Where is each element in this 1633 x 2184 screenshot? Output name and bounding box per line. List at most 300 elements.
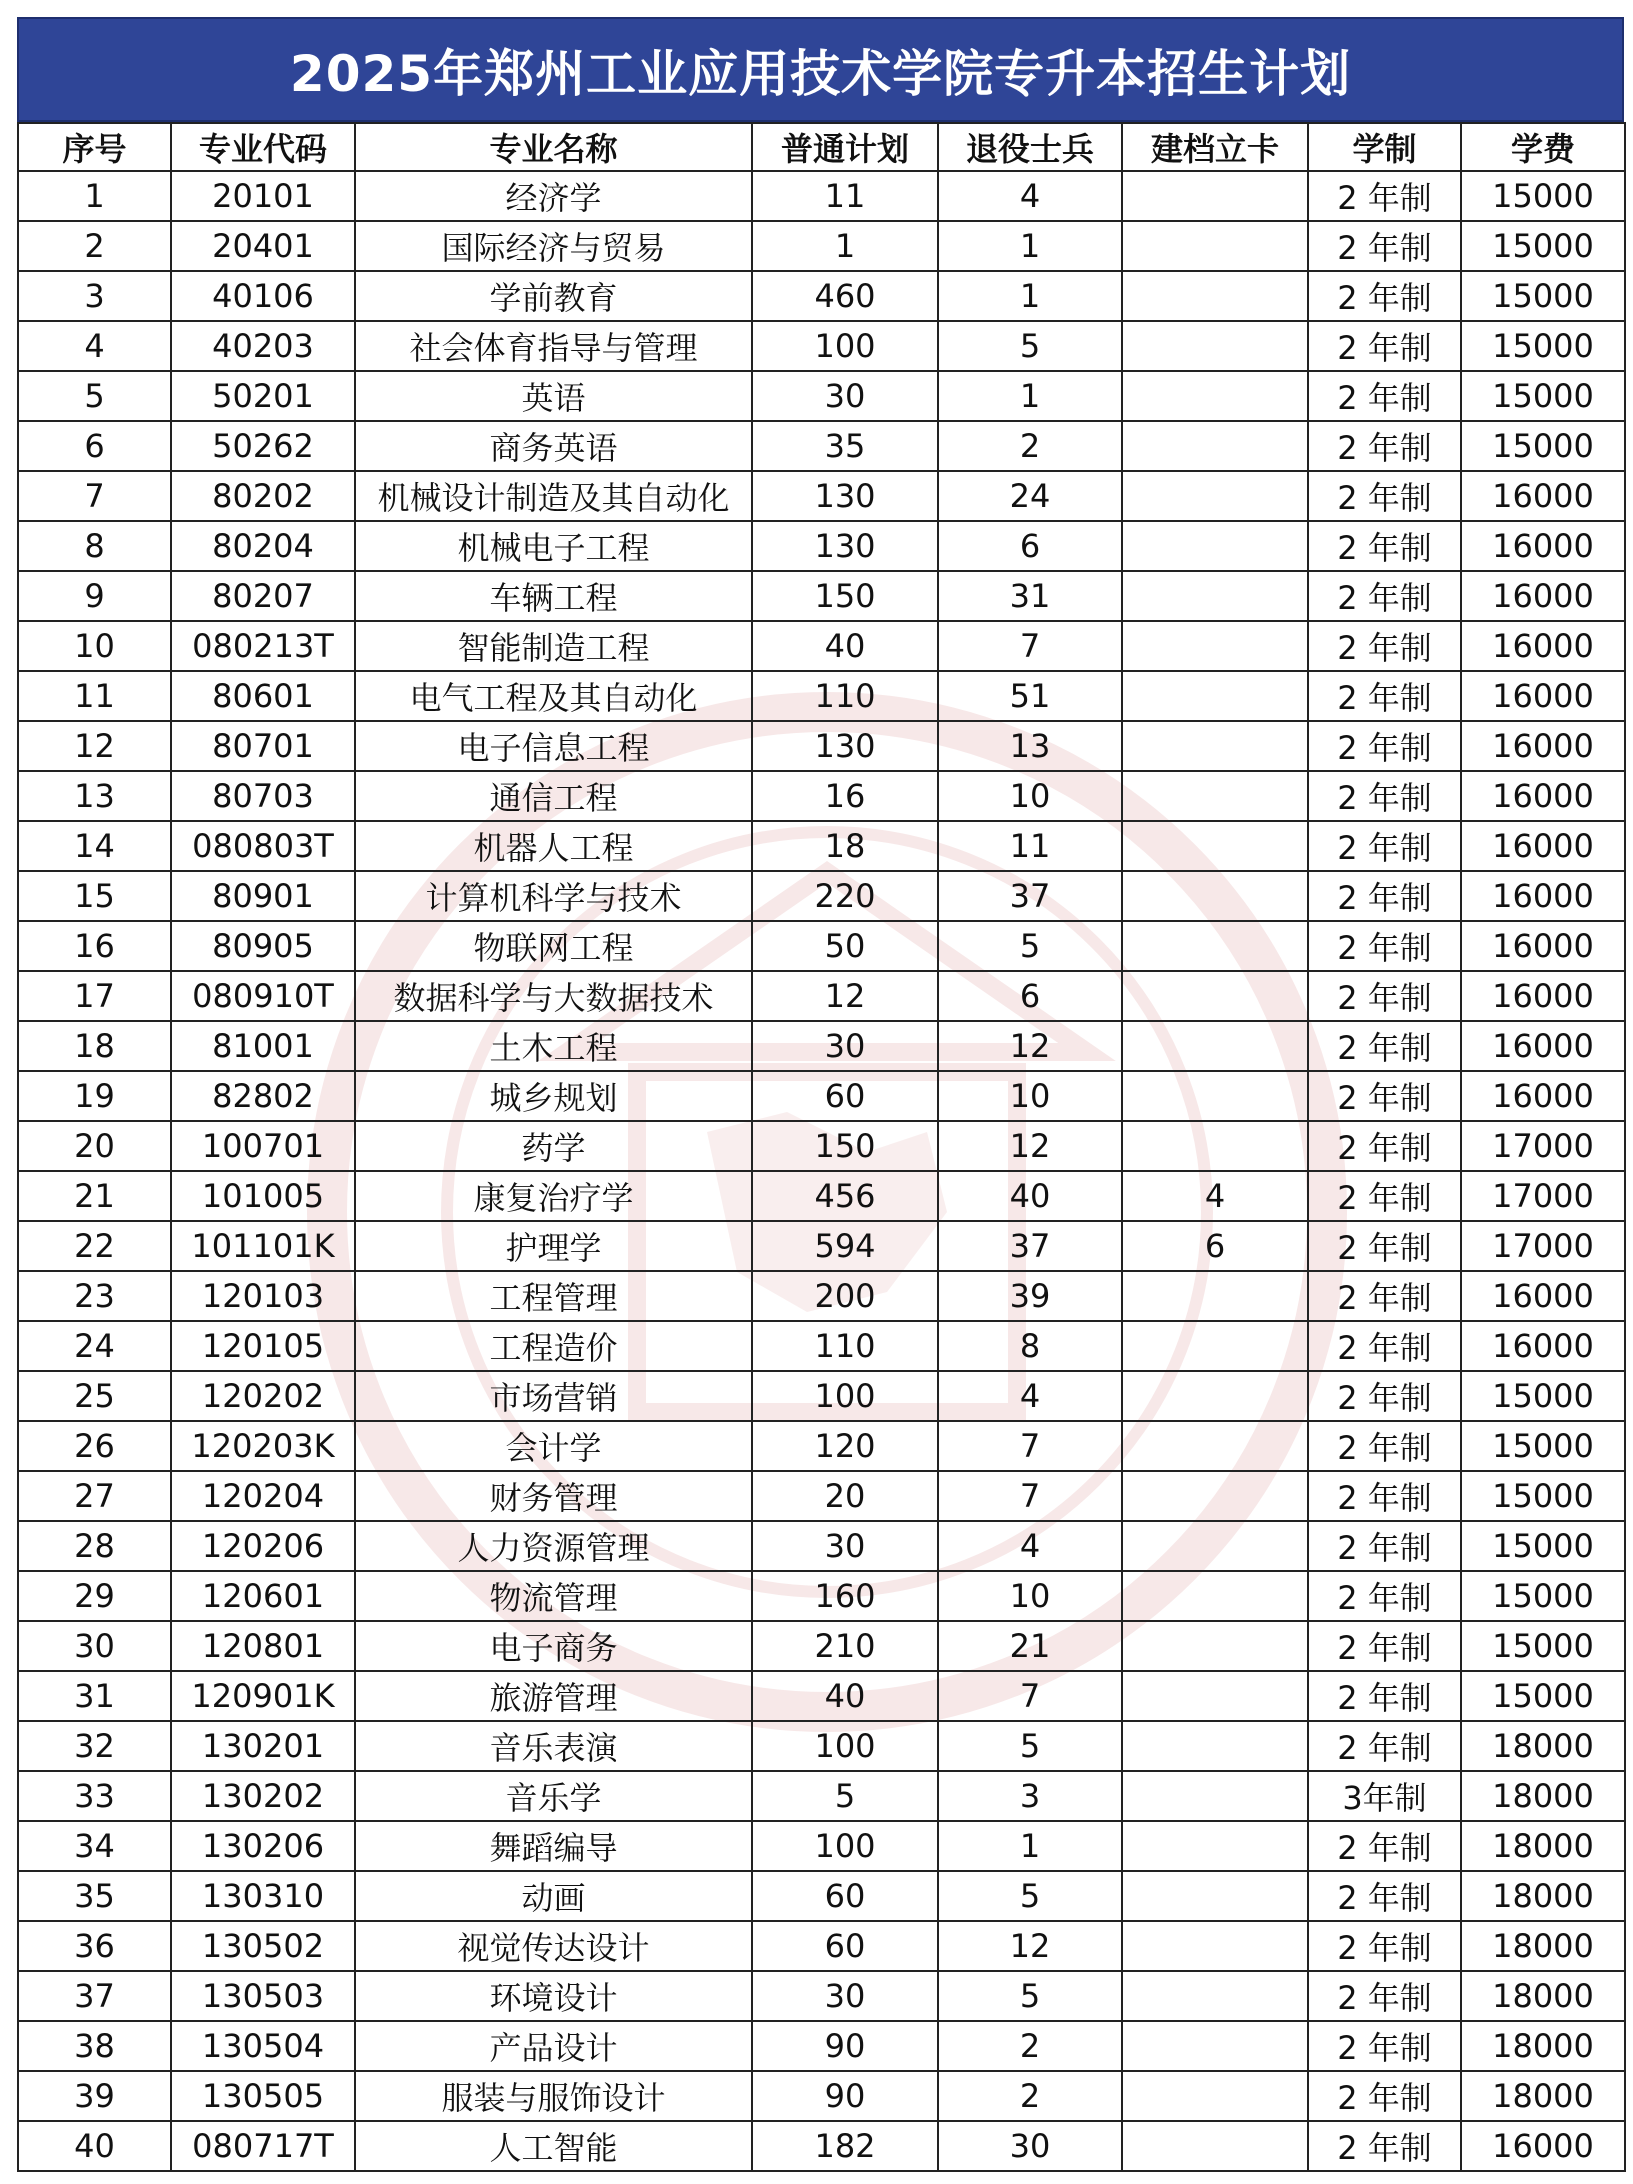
cell-tuition: 16000 [1461,471,1625,521]
cell-duration: 2 年制 [1308,1021,1461,1071]
cell-poverty-registered [1122,921,1308,971]
table-row [18,1671,1625,1721]
cell-veteran: 2 [938,2071,1122,2121]
cell-poverty-registered [1122,1571,1308,1621]
cell-major-name: 电子信息工程 [355,721,752,771]
cell-veteran: 12 [938,1921,1122,1971]
cell-poverty-registered [1122,221,1308,271]
cell-duration: 2 年制 [1308,621,1461,671]
cell-tuition: 16000 [1461,721,1625,771]
cell-major-code: 130504 [171,2021,355,2071]
cell-major-code: 40203 [171,321,355,371]
cell-regular-plan: 30 [752,371,938,421]
cell-tuition: 17000 [1461,1221,1625,1271]
header-poverty-registered: 建档立卡 [1122,123,1308,171]
cell-index: 33 [18,1771,171,1821]
cell-regular-plan: 16 [752,771,938,821]
table-row [18,871,1625,921]
cell-major-name: 物流管理 [355,1571,752,1621]
cell-tuition: 16000 [1461,1021,1625,1071]
cell-index: 18 [18,1021,171,1071]
cell-tuition: 15000 [1461,1621,1625,1671]
cell-poverty-registered [1122,571,1308,621]
cell-regular-plan: 12 [752,971,938,1021]
table-row [18,271,1625,321]
cell-tuition: 16000 [1461,821,1625,871]
header-regular-plan: 普通计划 [752,123,938,171]
table-row [18,621,1625,671]
cell-tuition: 16000 [1461,621,1625,671]
cell-duration: 2 年制 [1308,1121,1461,1171]
table-row [18,171,1625,221]
cell-poverty-registered [1122,1271,1308,1321]
table-row [18,321,1625,371]
cell-duration: 2 年制 [1308,971,1461,1021]
table-row [18,1021,1625,1071]
cell-tuition: 16000 [1461,971,1625,1021]
cell-duration: 2 年制 [1308,371,1461,421]
cell-regular-plan: 182 [752,2121,938,2171]
cell-regular-plan: 460 [752,271,938,321]
cell-index: 15 [18,871,171,921]
cell-tuition: 18000 [1461,1721,1625,1771]
cell-major-code: 20401 [171,221,355,271]
cell-major-code: 120203K [171,1421,355,1471]
table-row [18,721,1625,771]
cell-index: 24 [18,1321,171,1371]
cell-veteran: 5 [938,1971,1122,2021]
cell-index: 27 [18,1471,171,1521]
cell-duration: 2 年制 [1308,321,1461,371]
cell-index: 14 [18,821,171,871]
cell-tuition: 17000 [1461,1121,1625,1171]
table-row [18,421,1625,471]
cell-major-name: 通信工程 [355,771,752,821]
cell-poverty-registered [1122,171,1308,221]
cell-index: 31 [18,1671,171,1721]
cell-veteran: 10 [938,1071,1122,1121]
table-row [18,521,1625,571]
cell-regular-plan: 110 [752,1321,938,1371]
cell-major-code: 120204 [171,1471,355,1521]
cell-poverty-registered [1122,1471,1308,1521]
cell-tuition: 15000 [1461,1371,1625,1421]
table-row [18,671,1625,721]
cell-regular-plan: 90 [752,2021,938,2071]
cell-major-code: 80703 [171,771,355,821]
cell-duration: 2 年制 [1308,1721,1461,1771]
cell-major-name: 国际经济与贸易 [355,221,752,271]
table-row [18,1521,1625,1571]
cell-tuition: 16000 [1461,871,1625,921]
cell-duration: 2 年制 [1308,1571,1461,1621]
cell-veteran: 37 [938,871,1122,921]
cell-tuition: 18000 [1461,1821,1625,1871]
cell-tuition: 15000 [1461,1571,1625,1621]
cell-poverty-registered [1122,721,1308,771]
cell-major-name: 机械设计制造及其自动化 [355,471,752,521]
cell-veteran: 4 [938,171,1122,221]
cell-major-name: 电气工程及其自动化 [355,671,752,721]
cell-poverty-registered [1122,321,1308,371]
cell-tuition: 16000 [1461,771,1625,821]
cell-regular-plan: 456 [752,1171,938,1221]
cell-regular-plan: 35 [752,421,938,471]
cell-major-code: 120801 [171,1621,355,1671]
cell-regular-plan: 18 [752,821,938,871]
page-title: 2025年郑州工业应用技术学院专升本招生计划 [289,44,1352,103]
cell-duration: 2 年制 [1308,871,1461,921]
cell-index: 26 [18,1421,171,1471]
cell-poverty-registered [1122,1721,1308,1771]
cell-major-name: 音乐表演 [355,1721,752,1771]
cell-veteran: 4 [938,1521,1122,1571]
cell-tuition: 17000 [1461,1171,1625,1221]
enrollment-table [17,122,1626,2172]
table-row [18,1171,1625,1221]
cell-tuition: 16000 [1461,1271,1625,1321]
cell-major-name: 财务管理 [355,1471,752,1521]
cell-poverty-registered [1122,1871,1308,1921]
cell-duration: 2 年制 [1308,1221,1461,1271]
cell-major-name: 人力资源管理 [355,1521,752,1571]
cell-regular-plan: 1 [752,221,938,271]
cell-index: 4 [18,321,171,371]
cell-major-name: 会计学 [355,1421,752,1471]
header-major-name: 专业名称 [355,123,752,171]
cell-tuition: 16000 [1461,671,1625,721]
cell-duration: 2 年制 [1308,1871,1461,1921]
cell-major-code: 50262 [171,421,355,471]
cell-duration: 2 年制 [1308,1321,1461,1371]
cell-veteran: 6 [938,521,1122,571]
cell-major-code: 82802 [171,1071,355,1121]
cell-veteran: 24 [938,471,1122,521]
cell-poverty-registered [1122,371,1308,421]
cell-regular-plan: 120 [752,1421,938,1471]
cell-index: 11 [18,671,171,721]
table-row [18,1271,1625,1321]
cell-duration: 2 年制 [1308,1671,1461,1721]
cell-major-code: 80905 [171,921,355,971]
cell-regular-plan: 60 [752,1871,938,1921]
cell-veteran: 12 [938,1121,1122,1171]
title-banner [17,17,1624,122]
cell-major-name: 英语 [355,371,752,421]
cell-tuition: 15000 [1461,321,1625,371]
cell-veteran: 7 [938,1471,1122,1521]
cell-veteran: 6 [938,971,1122,1021]
cell-tuition: 18000 [1461,2021,1625,2071]
cell-duration: 2 年制 [1308,721,1461,771]
table-row [18,2121,1625,2171]
cell-poverty-registered [1122,771,1308,821]
table-row [18,1421,1625,1471]
cell-index: 21 [18,1171,171,1221]
cell-major-name: 车辆工程 [355,571,752,621]
cell-veteran: 3 [938,1771,1122,1821]
cell-duration: 2 年制 [1308,1471,1461,1521]
cell-major-name: 视觉传达设计 [355,1921,752,1971]
cell-major-code: 130505 [171,2071,355,2121]
cell-duration: 2 年制 [1308,471,1461,521]
table-row [18,2021,1625,2071]
cell-veteran: 30 [938,2121,1122,2171]
cell-regular-plan: 100 [752,1821,938,1871]
cell-duration: 2 年制 [1308,1171,1461,1221]
cell-tuition: 15000 [1461,271,1625,321]
cell-regular-plan: 200 [752,1271,938,1321]
cell-poverty-registered [1122,1671,1308,1721]
cell-major-code: 81001 [171,1021,355,1071]
cell-poverty-registered [1122,1771,1308,1821]
cell-index: 32 [18,1721,171,1771]
cell-duration: 2 年制 [1308,771,1461,821]
cell-duration: 2 年制 [1308,821,1461,871]
cell-major-name: 音乐学 [355,1771,752,1821]
cell-index: 39 [18,2071,171,2121]
cell-duration: 2 年制 [1308,1371,1461,1421]
cell-regular-plan: 30 [752,1971,938,2021]
header-tuition: 学费 [1461,123,1625,171]
cell-tuition: 15000 [1461,1521,1625,1571]
cell-index: 3 [18,271,171,321]
cell-major-name: 康复治疗学 [355,1171,752,1221]
header-row [18,123,1625,171]
table-row [18,1371,1625,1421]
cell-index: 2 [18,221,171,271]
cell-tuition: 16000 [1461,571,1625,621]
cell-major-code: 101101K [171,1221,355,1271]
cell-poverty-registered [1122,2021,1308,2071]
table-row [18,1921,1625,1971]
cell-major-code: 130201 [171,1721,355,1771]
cell-poverty-registered: 4 [1122,1171,1308,1221]
cell-major-code: 120206 [171,1521,355,1571]
cell-regular-plan: 11 [752,171,938,221]
cell-index: 28 [18,1521,171,1571]
cell-tuition: 15000 [1461,421,1625,471]
cell-poverty-registered [1122,621,1308,671]
cell-index: 10 [18,621,171,671]
cell-index: 35 [18,1871,171,1921]
cell-regular-plan: 5 [752,1771,938,1821]
cell-index: 1 [18,171,171,221]
cell-veteran: 37 [938,1221,1122,1271]
cell-duration: 2 年制 [1308,521,1461,571]
cell-regular-plan: 150 [752,571,938,621]
cell-major-name: 商务英语 [355,421,752,471]
table-row [18,1821,1625,1871]
cell-major-name: 智能制造工程 [355,621,752,671]
cell-duration: 2 年制 [1308,171,1461,221]
cell-index: 30 [18,1621,171,1671]
cell-veteran: 13 [938,721,1122,771]
cell-index: 34 [18,1821,171,1871]
cell-major-name: 药学 [355,1121,752,1171]
cell-veteran: 51 [938,671,1122,721]
cell-tuition: 16000 [1461,2121,1625,2171]
cell-major-name: 物联网工程 [355,921,752,971]
cell-regular-plan: 160 [752,1571,938,1621]
cell-duration: 2 年制 [1308,1071,1461,1121]
cell-major-code: 80901 [171,871,355,921]
cell-tuition: 18000 [1461,1921,1625,1971]
cell-veteran: 8 [938,1321,1122,1371]
cell-index: 12 [18,721,171,771]
cell-major-code: 130206 [171,1821,355,1871]
cell-veteran: 40 [938,1171,1122,1221]
cell-duration: 2 年制 [1308,421,1461,471]
cell-major-name: 工程造价 [355,1321,752,1371]
cell-major-code: 20101 [171,171,355,221]
cell-regular-plan: 110 [752,671,938,721]
cell-major-name: 产品设计 [355,2021,752,2071]
cell-poverty-registered [1122,271,1308,321]
cell-major-name: 社会体育指导与管理 [355,321,752,371]
cell-duration: 2 年制 [1308,571,1461,621]
enrollment-sheet [17,17,1624,2172]
cell-duration: 2 年制 [1308,1821,1461,1871]
cell-veteran: 21 [938,1621,1122,1671]
cell-veteran: 2 [938,421,1122,471]
cell-index: 29 [18,1571,171,1621]
table-row [18,221,1625,271]
cell-index: 25 [18,1371,171,1421]
cell-regular-plan: 130 [752,521,938,571]
table-row [18,1721,1625,1771]
cell-major-name: 电子商务 [355,1621,752,1671]
cell-major-name: 数据科学与大数据技术 [355,971,752,1021]
cell-duration: 3年制 [1308,1771,1461,1821]
cell-veteran: 10 [938,1571,1122,1621]
cell-duration: 2 年制 [1308,921,1461,971]
cell-tuition: 15000 [1461,221,1625,271]
cell-regular-plan: 130 [752,471,938,521]
cell-index: 20 [18,1121,171,1171]
cell-poverty-registered [1122,1321,1308,1371]
cell-veteran: 1 [938,271,1122,321]
table-row [18,571,1625,621]
cell-veteran: 2 [938,2021,1122,2071]
cell-poverty-registered [1122,1021,1308,1071]
cell-major-name: 学前教育 [355,271,752,321]
cell-regular-plan: 210 [752,1621,938,1671]
cell-poverty-registered [1122,821,1308,871]
cell-tuition: 15000 [1461,1471,1625,1521]
cell-major-code: 80204 [171,521,355,571]
cell-poverty-registered [1122,671,1308,721]
cell-poverty-registered: 6 [1122,1221,1308,1271]
cell-index: 8 [18,521,171,571]
cell-regular-plan: 100 [752,1371,938,1421]
cell-duration: 2 年制 [1308,1621,1461,1671]
cell-major-name: 动画 [355,1871,752,1921]
cell-tuition: 16000 [1461,1321,1625,1371]
cell-major-name: 护理学 [355,1221,752,1271]
table-body [18,171,1625,2171]
header-duration: 学制 [1308,123,1461,171]
cell-tuition: 16000 [1461,921,1625,971]
cell-regular-plan: 20 [752,1471,938,1521]
cell-major-name: 市场营销 [355,1371,752,1421]
cell-veteran: 12 [938,1021,1122,1071]
cell-tuition: 15000 [1461,171,1625,221]
cell-poverty-registered [1122,1421,1308,1471]
cell-major-name: 环境设计 [355,1971,752,2021]
cell-regular-plan: 40 [752,1671,938,1721]
cell-veteran: 5 [938,1871,1122,1921]
cell-index: 16 [18,921,171,971]
table-row [18,1071,1625,1121]
cell-veteran: 31 [938,571,1122,621]
cell-regular-plan: 50 [752,921,938,971]
table-row [18,1871,1625,1921]
cell-poverty-registered [1122,1371,1308,1421]
cell-regular-plan: 130 [752,721,938,771]
cell-major-code: 80701 [171,721,355,771]
cell-major-code: 130310 [171,1871,355,1921]
cell-major-code: 40106 [171,271,355,321]
table-row [18,821,1625,871]
cell-poverty-registered [1122,871,1308,921]
table-row [18,1621,1625,1671]
cell-major-code: 80207 [171,571,355,621]
table-row [18,1971,1625,2021]
cell-duration: 2 年制 [1308,1521,1461,1571]
cell-major-name: 经济学 [355,171,752,221]
cell-duration: 2 年制 [1308,2021,1461,2071]
cell-veteran: 5 [938,321,1122,371]
cell-regular-plan: 40 [752,621,938,671]
cell-index: 40 [18,2121,171,2171]
table-row [18,1471,1625,1521]
cell-index: 9 [18,571,171,621]
cell-index: 17 [18,971,171,1021]
cell-index: 19 [18,1071,171,1121]
cell-veteran: 11 [938,821,1122,871]
cell-regular-plan: 220 [752,871,938,921]
cell-regular-plan: 60 [752,1921,938,1971]
table-row [18,921,1625,971]
cell-major-code: 130502 [171,1921,355,1971]
cell-poverty-registered [1122,1071,1308,1121]
cell-major-name: 机器人工程 [355,821,752,871]
cell-duration: 2 年制 [1308,2071,1461,2121]
cell-veteran: 5 [938,921,1122,971]
cell-index: 36 [18,1921,171,1971]
cell-poverty-registered [1122,1621,1308,1671]
cell-duration: 2 年制 [1308,671,1461,721]
cell-major-code: 130503 [171,1971,355,2021]
cell-tuition: 16000 [1461,521,1625,571]
table-row [18,1121,1625,1171]
cell-major-code: 080717T [171,2121,355,2171]
cell-poverty-registered [1122,2071,1308,2121]
cell-duration: 2 年制 [1308,221,1461,271]
cell-major-code: 080803T [171,821,355,871]
cell-major-code: 080910T [171,971,355,1021]
cell-tuition: 18000 [1461,1971,1625,2021]
cell-regular-plan: 90 [752,2071,938,2121]
cell-regular-plan: 60 [752,1071,938,1121]
cell-veteran: 1 [938,1821,1122,1871]
header-index: 序号 [18,123,171,171]
cell-duration: 2 年制 [1308,1971,1461,2021]
cell-major-code: 080213T [171,621,355,671]
cell-index: 22 [18,1221,171,1271]
cell-major-code: 120202 [171,1371,355,1421]
